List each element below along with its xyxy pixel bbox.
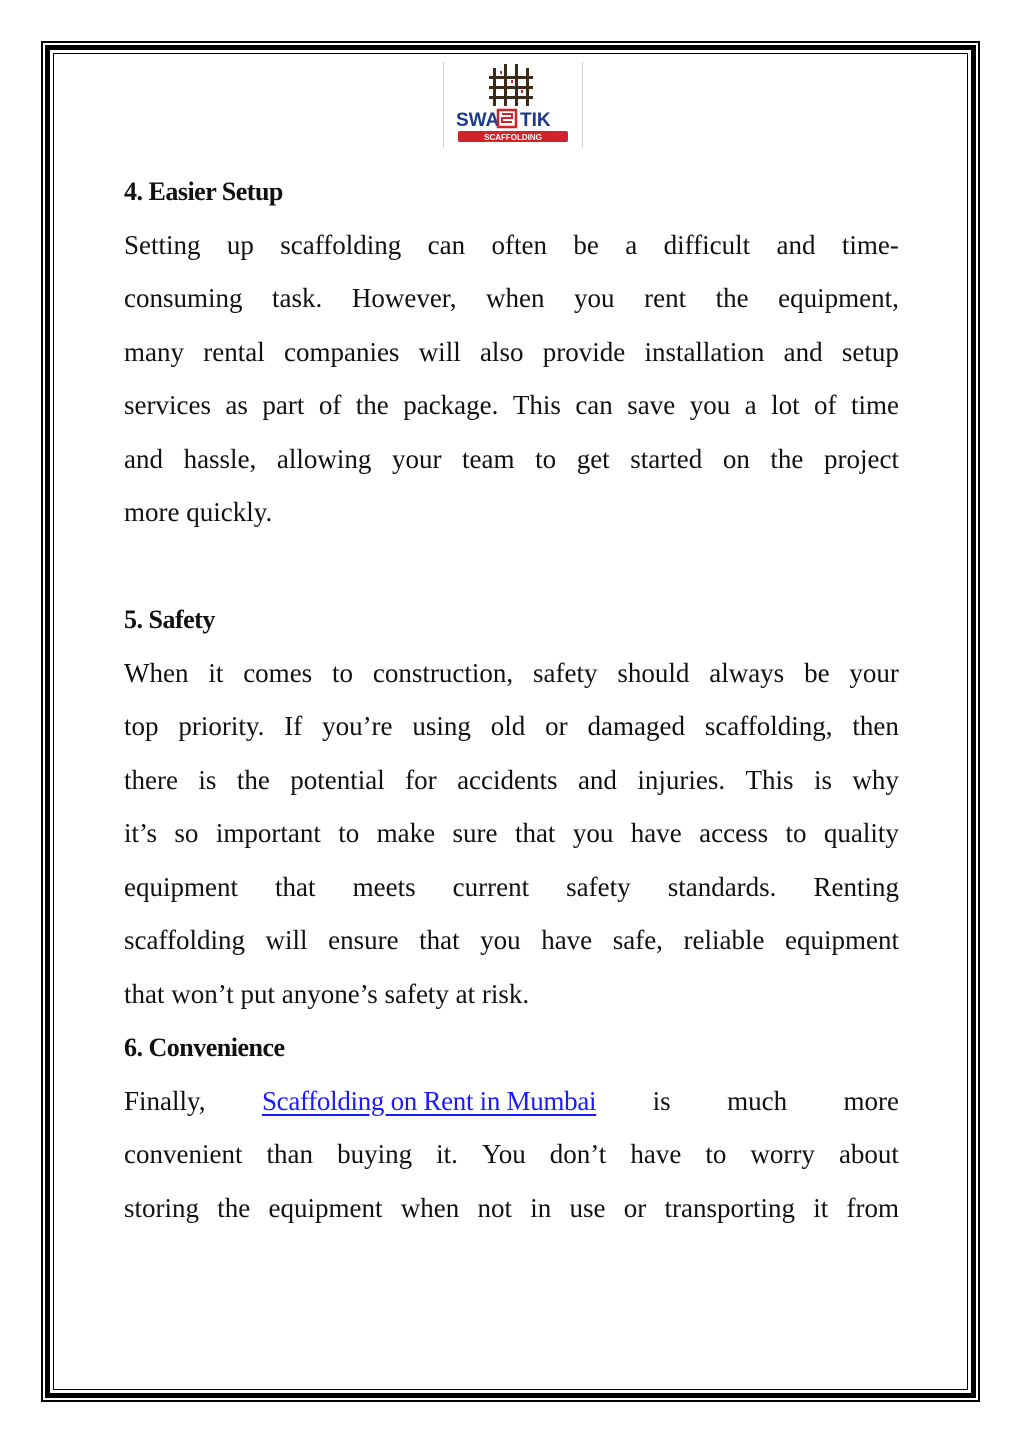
scaffolding-rent-mumbai-link[interactable]: Scaffolding on Rent in Mumbai bbox=[261, 1085, 597, 1116]
section-heading-convenience: 6. Convenience bbox=[124, 1033, 285, 1062]
logo-wordmark bbox=[456, 110, 551, 131]
logo-sub-text: SCAFFOLDING bbox=[484, 133, 542, 142]
svg-text:TIK: TIK bbox=[520, 110, 551, 131]
section-heading-easier-setup: 4. Easier Setup bbox=[124, 177, 283, 206]
spacer bbox=[124, 540, 899, 594]
document-body bbox=[124, 165, 899, 1235]
convenience-text-before-link: Finally, bbox=[124, 1085, 206, 1116]
logo-image bbox=[444, 62, 582, 148]
section-paragraph-convenience: Finally, Scaffolding on Rent in Mumbai is much more convenient than buying it. You don’t have to worry about storing the equipment when not in use or transporting it from bbox=[124, 1075, 899, 1236]
section-heading-safety: 5. Safety bbox=[124, 605, 215, 634]
scaffold-tower-icon bbox=[489, 64, 533, 106]
swastik-scaffolding-logo bbox=[443, 62, 583, 148]
section-paragraph-easier-setup: Setting up scaffolding can often be a difficult and time- consuming task. However, when you rent the equipment, many rental companies will also provide installation and setup services as part of the package. This can save you a lot of time and hassle, allowing your team to get started on the project more quickly. bbox=[124, 229, 899, 527]
section-paragraph-safety: When it comes to construction, safety should always be your top priority. If you’re using old or damaged scaffolding, then there is the potential for accidents and injuries. This is why it’s so important to make sure that you have access to quality equipment that meets current safety standards. Renting scaffolding will ensure that you have safe, reliable equipment that won’t put anyone’s safety at risk. bbox=[124, 657, 899, 1009]
logo-brand-text: SWA bbox=[456, 110, 500, 131]
